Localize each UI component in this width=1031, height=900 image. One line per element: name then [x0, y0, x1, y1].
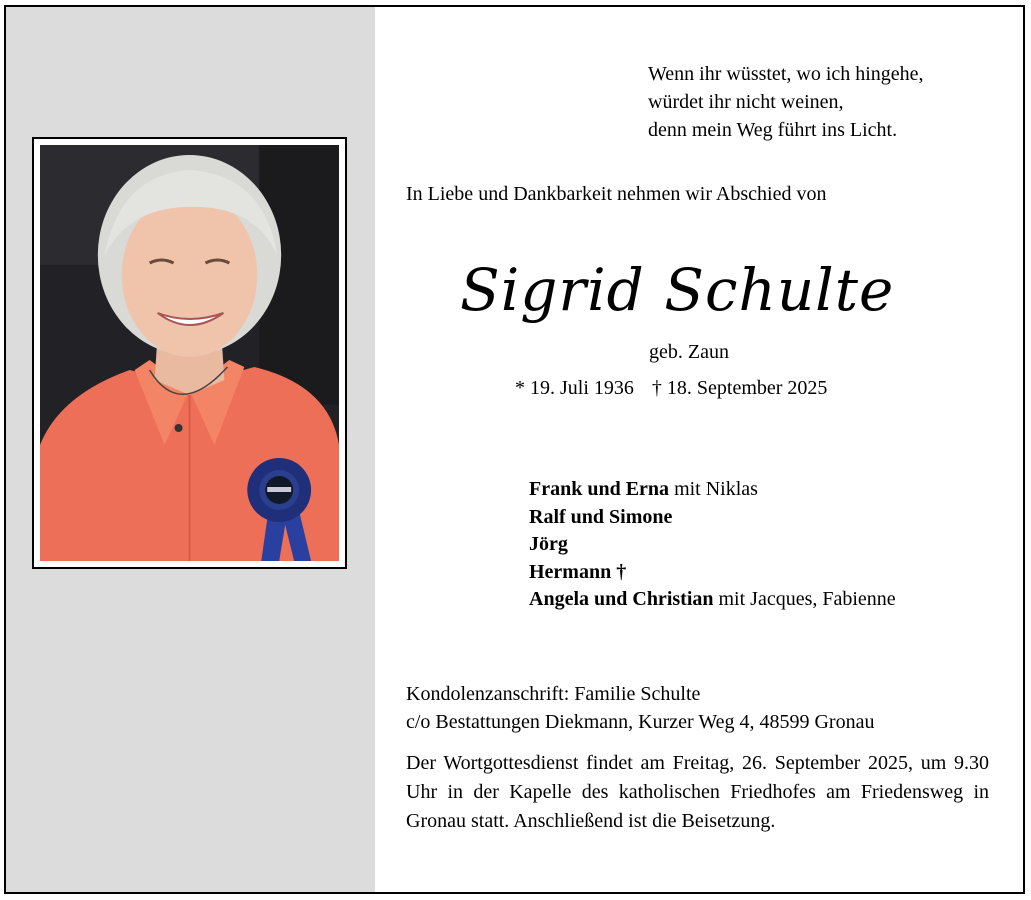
- condolence-line: c/o Bestattungen Diekmann, Kurzer Weg 4, 48599 Gronau: [406, 711, 875, 733]
- portrait-photo: [40, 145, 339, 561]
- life-dates: [515, 374, 827, 402]
- birth-name: geb. Zaun: [649, 341, 729, 363]
- condolence-line: Kondolenzanschrift: Familie Schulte: [406, 683, 701, 705]
- condolence-address: [406, 680, 874, 736]
- family-list: [529, 476, 896, 614]
- poem: [648, 60, 924, 144]
- family-member: Jörg: [529, 533, 568, 555]
- family-member: Frank und Erna mit Niklas: [529, 478, 758, 500]
- left-panel: [6, 7, 375, 892]
- poem-line: Wenn ihr wüsstet, wo ich hingehe,: [648, 63, 924, 85]
- death-date: † 18. September 2025: [651, 377, 828, 399]
- portrait-photo-frame: [32, 137, 347, 569]
- deceased-name: Sigrid Schulte: [460, 256, 895, 324]
- family-member: Ralf und Simone: [529, 505, 673, 528]
- poem-line: würdet ihr nicht weinen,: [648, 91, 844, 113]
- intro-text: In Liebe und Dankbarkeit nehmen wir Abschied von: [406, 183, 827, 205]
- birth-date: * 19. Juli 1936: [515, 377, 634, 399]
- service-info: Der Wortgottesdienst findet am Freitag, 26. September 2025, um 9.30 Uhr in der Kapelle des katholischen Friedhofes am Friedensweg in Gronau statt. Anschließend ist die Beisetzung.: [406, 752, 989, 832]
- poem-line: denn mein Weg führt ins Licht.: [648, 119, 898, 141]
- family-member: Hermann †: [529, 560, 627, 583]
- family-member: Angela und Christian mit Jacques, Fabienne: [529, 588, 896, 610]
